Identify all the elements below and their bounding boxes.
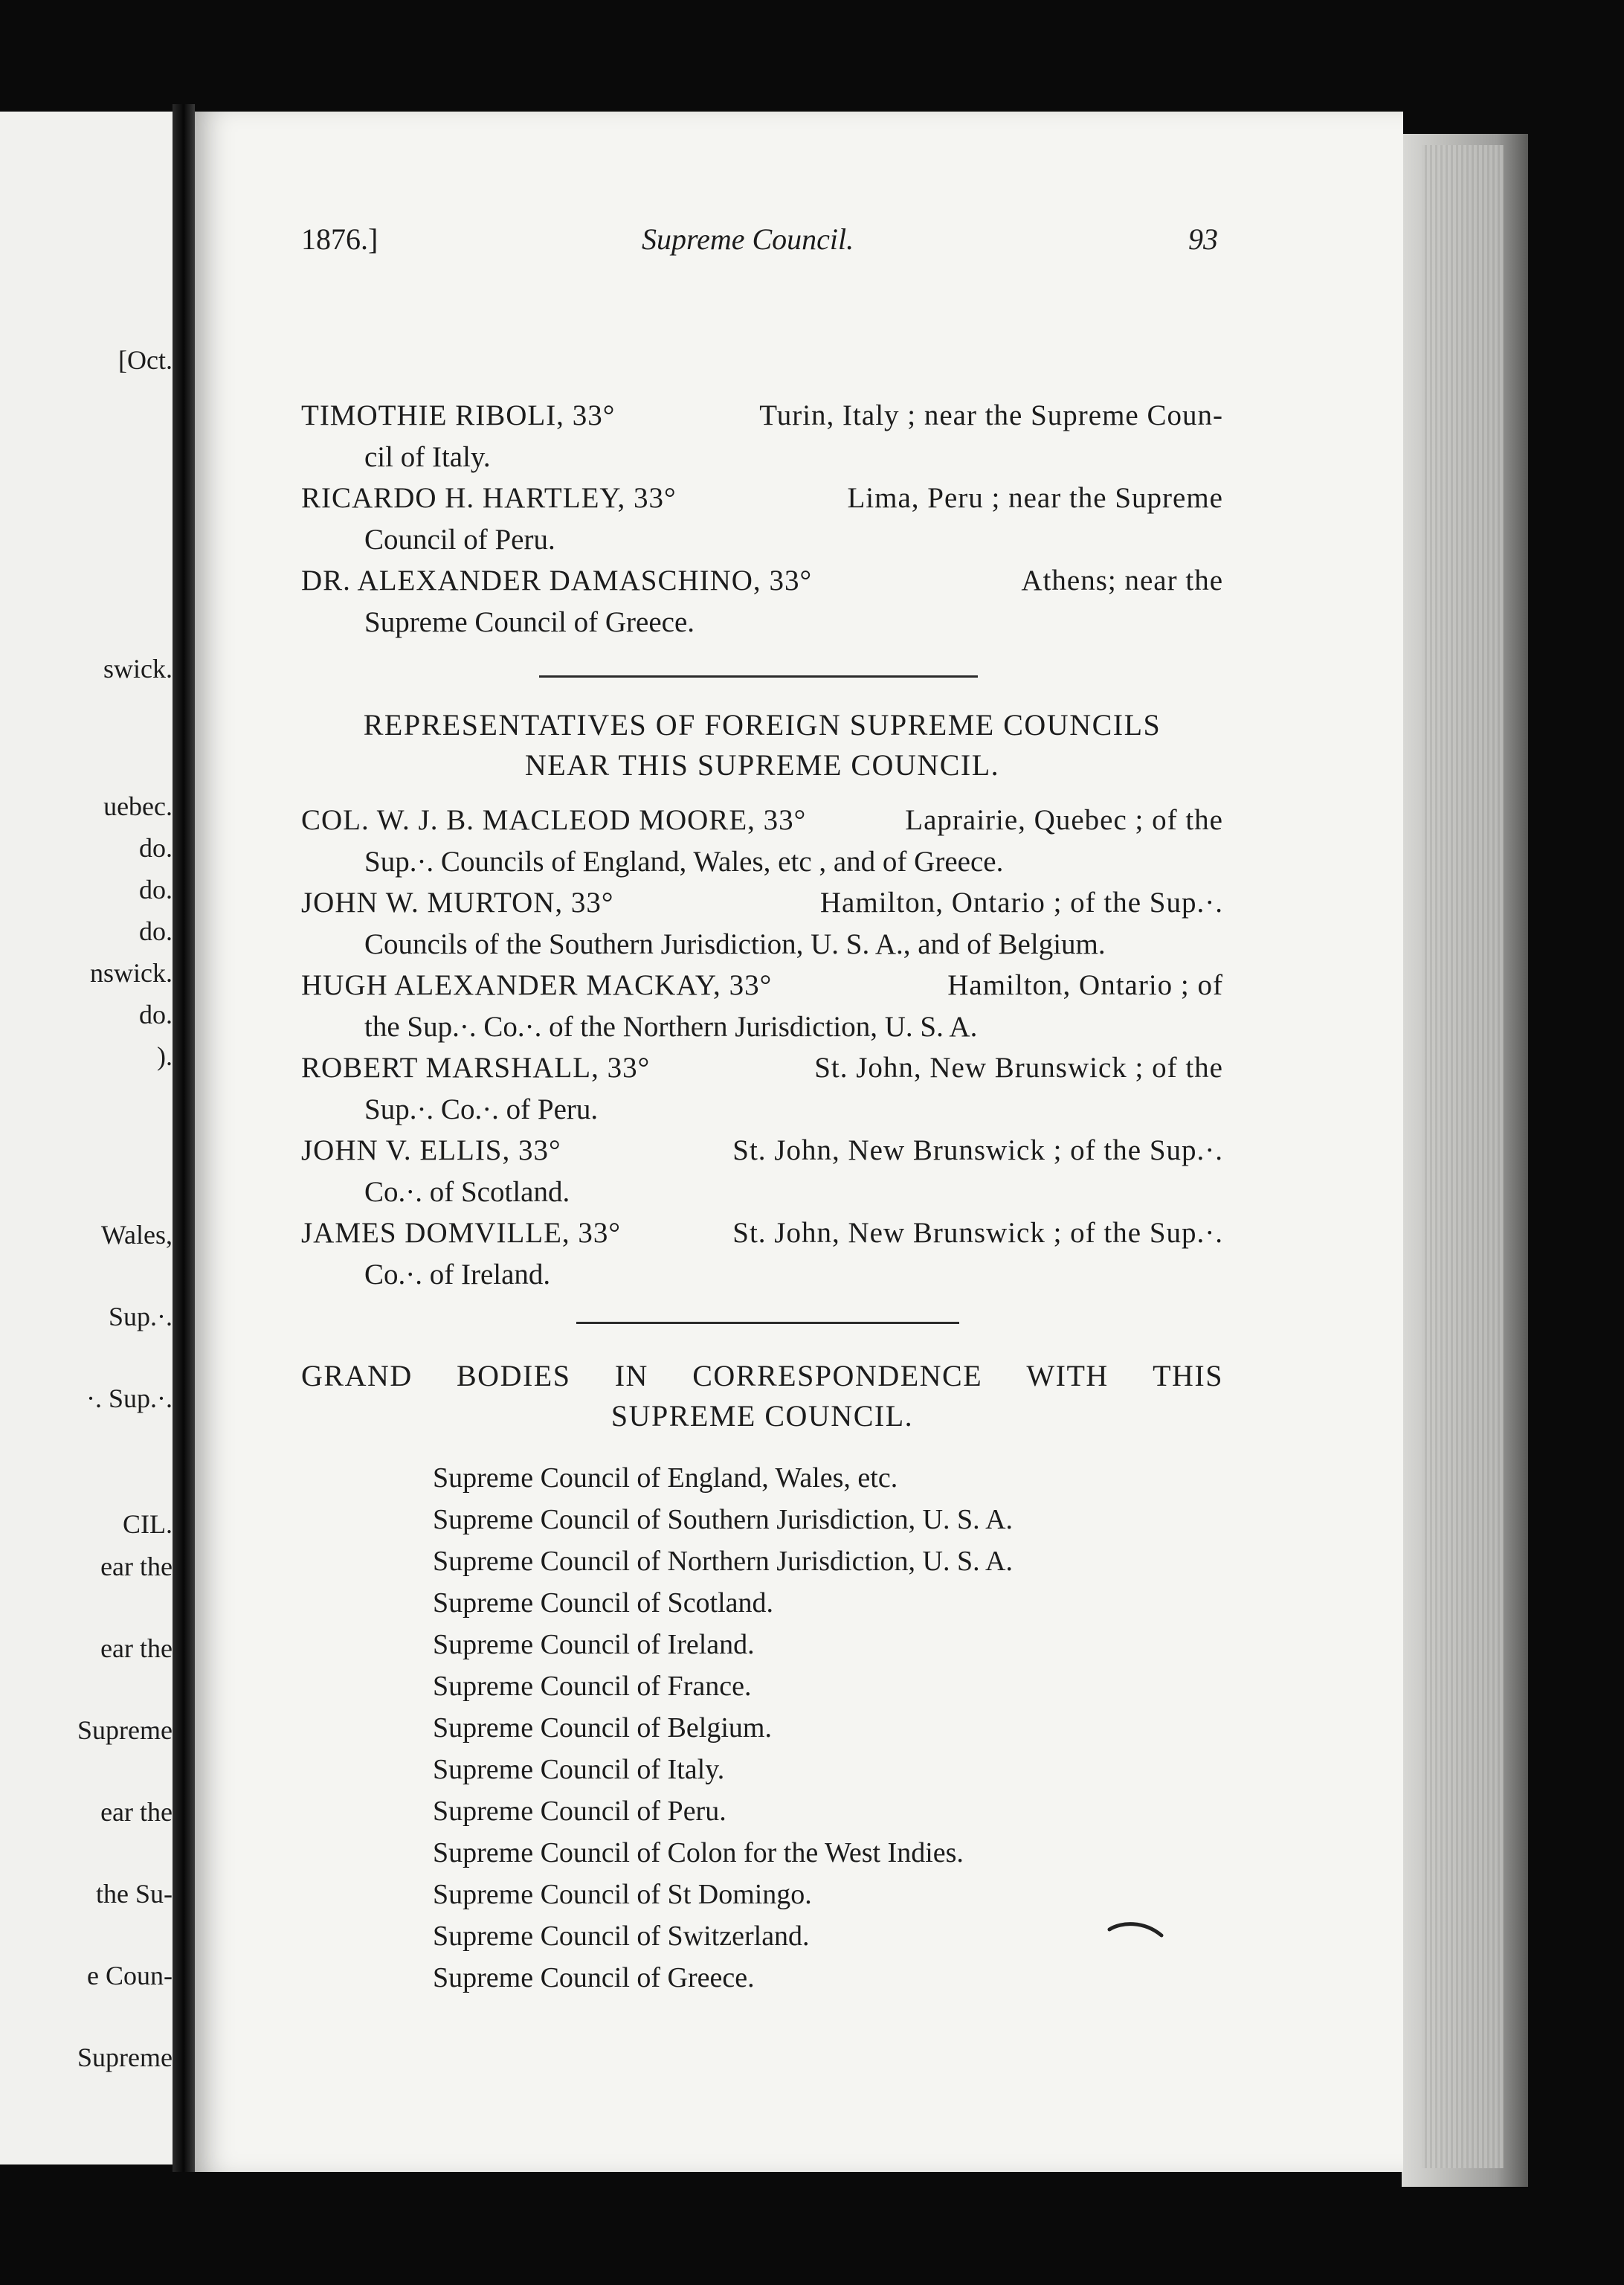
entry-continuation: Sup.·. Co.·. of Peru. xyxy=(364,1093,599,1125)
heading-word: THIS xyxy=(1153,1359,1223,1392)
left-fragment: Wales, xyxy=(100,1220,173,1250)
member-name: ROBERT MARSHALL, xyxy=(301,1052,599,1084)
list-item: Supreme Council of Italy. xyxy=(433,1754,725,1785)
list-item: Supreme Council of France. xyxy=(433,1671,752,1702)
left-fragment: swick. xyxy=(103,654,173,684)
entry-line xyxy=(301,1050,1223,1087)
degree: 33° xyxy=(763,804,807,836)
ink-mark xyxy=(1106,1919,1166,1941)
entry-continuation: Council of Peru. xyxy=(364,524,555,556)
entry-text: Lima, Peru ; near the Supreme xyxy=(847,482,1223,514)
left-fragment: nswick. xyxy=(90,958,173,988)
left-fragment: ear the xyxy=(100,1633,173,1663)
degree: 33° xyxy=(769,565,813,597)
entry-text: Laprairie, Quebec ; of the xyxy=(905,804,1223,836)
member-name: RICARDO H. HARTLEY, xyxy=(301,482,626,514)
entry-continuation: cil of Italy. xyxy=(364,441,491,473)
running-head-year: 1876.] xyxy=(301,222,378,256)
list-item: Supreme Council of Northern Jurisdiction, U. S. A. xyxy=(433,1546,1013,1577)
heading-word: CORRESPONDENCE xyxy=(692,1359,983,1392)
entry-continuation: Councils of the Southern Jurisdiction, U. S. A., and of Belgium. xyxy=(364,928,1106,960)
degree: 33° xyxy=(570,887,614,919)
section-heading: NEAR THIS SUPREME COUNCIL. xyxy=(524,748,1000,782)
left-fragment: do. xyxy=(139,833,173,863)
section-heading xyxy=(301,1358,1223,1393)
left-fragment: ·. Sup.·. xyxy=(86,1383,173,1413)
entry-line xyxy=(301,967,1223,1004)
left-fragment: do. xyxy=(139,875,173,904)
entry-line xyxy=(301,397,1223,434)
list-item: Supreme Council of Belgium. xyxy=(433,1712,772,1744)
left-facing-page xyxy=(0,112,173,2165)
list-item: Supreme Council of St Domingo. xyxy=(433,1879,812,1910)
degree: 33° xyxy=(578,1217,622,1249)
list-item: Supreme Council of Switzerland. xyxy=(433,1921,810,1952)
entry-continuation: Sup.·. Councils of England, Wales, etc , and of Greece. xyxy=(364,846,1004,878)
left-fragment: do. xyxy=(139,916,173,946)
entry-text: St. John, New Brunswick ; of the Sup.·. xyxy=(732,1217,1223,1249)
list-item: Supreme Council of Scotland. xyxy=(433,1587,774,1619)
member-name: DR. ALEXANDER DAMASCHINO, xyxy=(301,565,761,597)
degree: 33° xyxy=(572,399,616,431)
entry-continuation: Supreme Council of Greece. xyxy=(364,606,695,638)
degree: 33° xyxy=(634,482,677,514)
left-fragment: do. xyxy=(139,1000,173,1029)
section-heading: REPRESENTATIVES OF FOREIGN SUPREME COUNCILS xyxy=(363,708,1161,742)
entry-continuation: Co.·. of Scotland. xyxy=(364,1176,570,1208)
left-fragment: [Oct. xyxy=(118,345,173,375)
entry-line xyxy=(301,1215,1223,1252)
section-divider xyxy=(539,675,978,678)
member-name: JOHN W. MURTON, xyxy=(301,887,564,919)
member-name: COL. W. J. B. MACLEOD MOORE, xyxy=(301,804,755,836)
page-number: 93 xyxy=(1188,222,1218,256)
entry-continuation: Co.·. of Ireland. xyxy=(364,1259,551,1291)
degree: 33° xyxy=(607,1052,651,1084)
book-gutter xyxy=(173,104,195,2172)
degree: 33° xyxy=(518,1134,561,1166)
heading-word: IN xyxy=(614,1359,648,1392)
degree: 33° xyxy=(729,969,773,1001)
section-divider xyxy=(576,1322,959,1324)
entry-line xyxy=(301,1132,1223,1169)
left-fragment: the Su- xyxy=(96,1879,173,1909)
entry-text: Hamilton, Ontario ; of the Sup.·. xyxy=(819,887,1223,919)
member-name: JAMES DOMVILLE, xyxy=(301,1217,570,1249)
member-name: TIMOTHIE RIBOLI, xyxy=(301,399,564,431)
left-fragment: ). xyxy=(157,1041,173,1071)
heading-word: BODIES xyxy=(457,1359,571,1392)
list-item: Supreme Council of Ireland. xyxy=(433,1629,755,1660)
entry-continuation: the Sup.·. Co.·. of the Northern Jurisdiction, U. S. A. xyxy=(364,1011,978,1043)
heading-word: GRAND xyxy=(301,1359,413,1392)
list-item: Supreme Council of England, Wales, etc. xyxy=(433,1462,898,1494)
left-fragment: Supreme xyxy=(77,1715,173,1745)
entry-text: Turin, Italy ; near the Supreme Coun- xyxy=(759,399,1223,431)
list-item: Supreme Council of Peru. xyxy=(433,1796,726,1827)
heading-word: WITH xyxy=(1026,1359,1109,1392)
entry-text: Hamilton, Ontario ; of xyxy=(947,969,1223,1001)
left-fragment: Sup.·. xyxy=(108,1302,173,1331)
entry-line xyxy=(301,480,1223,517)
book-page-edges-texture xyxy=(1422,145,1504,2168)
entry-line xyxy=(301,802,1223,839)
left-fragment: uebec. xyxy=(103,791,173,821)
member-name: HUGH ALEXANDER MACKAY, xyxy=(301,969,721,1001)
entry-text: St. John, New Brunswick ; of the xyxy=(814,1052,1223,1084)
entry-text: St. John, New Brunswick ; of the Sup.·. xyxy=(732,1134,1223,1166)
left-fragment: ear the xyxy=(100,1797,173,1827)
list-item: Supreme Council of Greece. xyxy=(433,1962,755,1993)
section-heading: SUPREME COUNCIL. xyxy=(610,1399,914,1433)
left-fragment: CIL. xyxy=(123,1509,173,1539)
list-item: Supreme Council of Colon for the West Indies. xyxy=(433,1837,964,1868)
left-fragment: Supreme xyxy=(77,2043,173,2072)
member-name: JOHN V. ELLIS, xyxy=(301,1134,511,1166)
list-item: Supreme Council of Southern Jurisdiction, U. S. A. xyxy=(433,1504,1014,1535)
left-fragment: e Coun- xyxy=(87,1961,173,1990)
entry-line xyxy=(301,884,1223,922)
entry-text: Athens; near the xyxy=(1021,565,1223,597)
entry-line xyxy=(301,562,1223,600)
running-head-title: Supreme Council. xyxy=(642,222,854,256)
left-fragment: ear the xyxy=(100,1552,173,1581)
